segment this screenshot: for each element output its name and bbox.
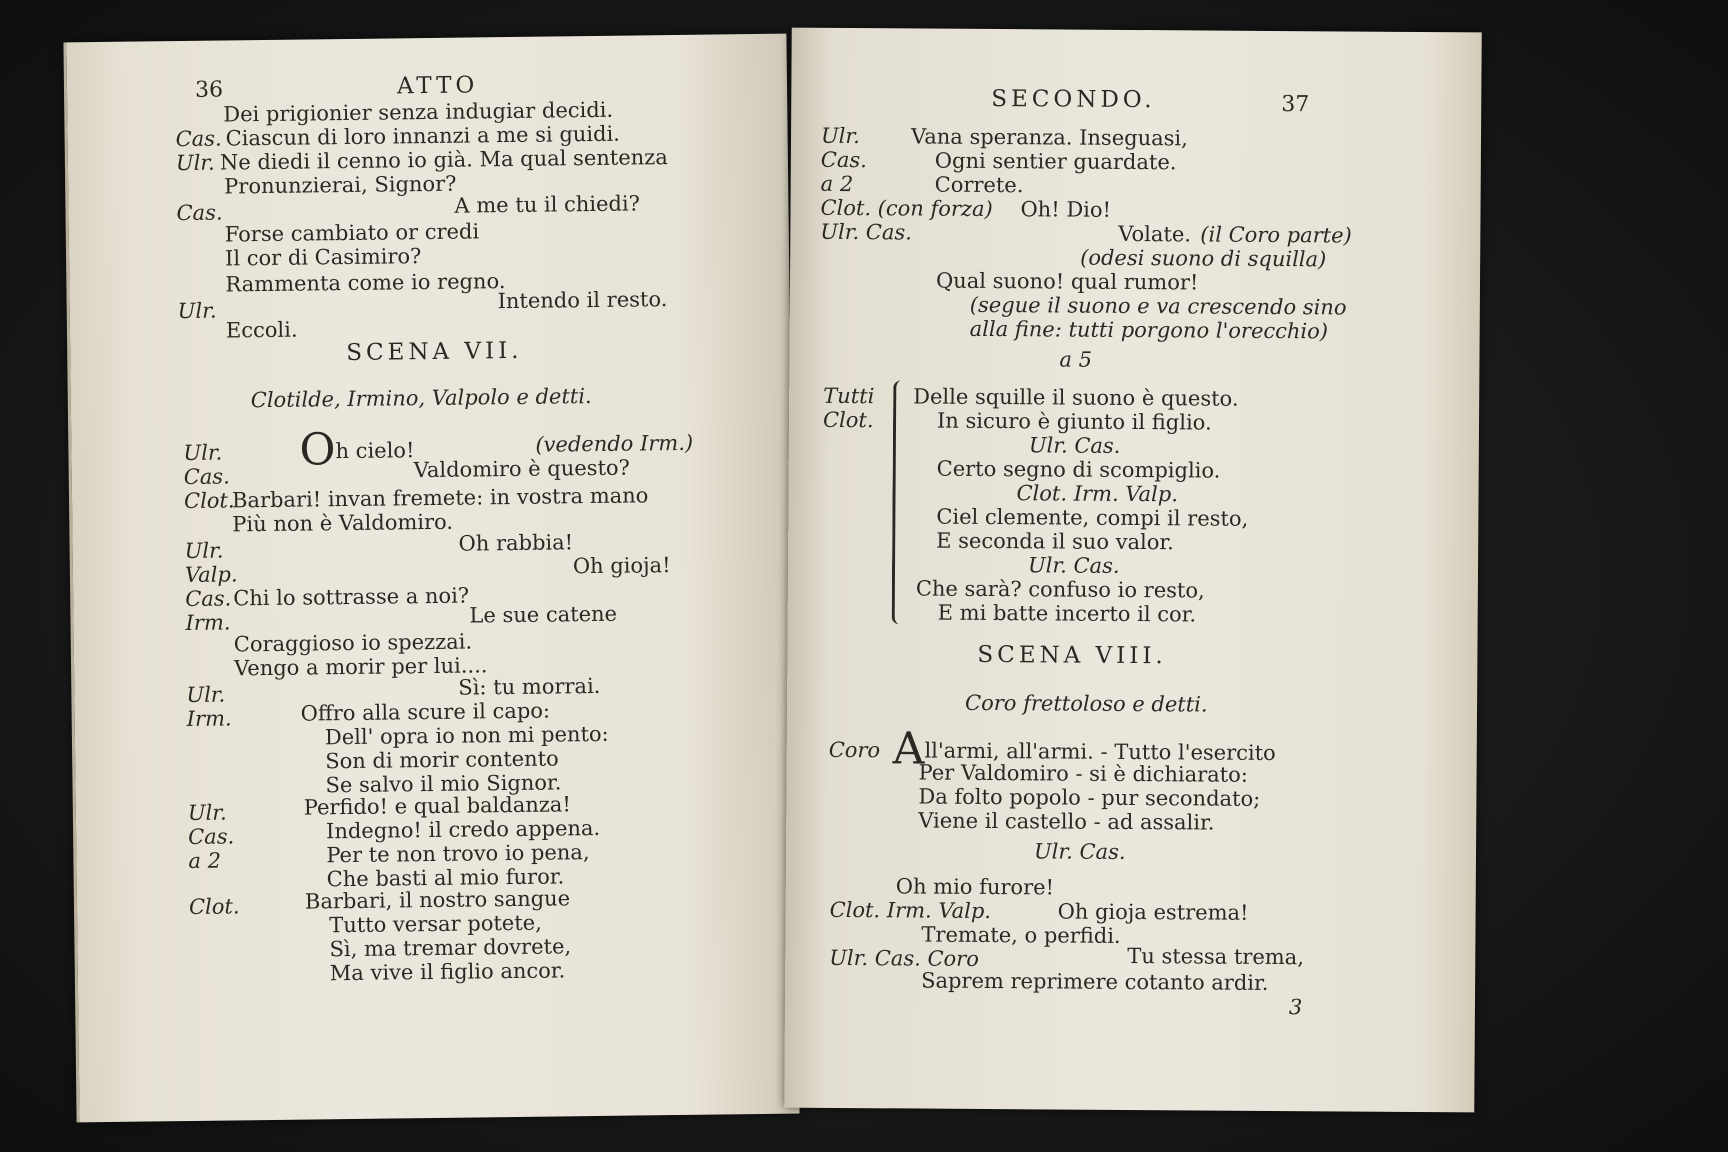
verse-line: Valdomiro è questo? xyxy=(413,455,630,483)
verse-line: E seconda il suo valor. xyxy=(936,528,1174,555)
speaker-or-direction: Ulr. Cas. xyxy=(820,219,912,245)
speaker-or-direction: Cas. xyxy=(185,586,232,612)
verse-line: Forse cambiato or credi xyxy=(224,219,480,247)
verse-line: Barbari, il nostro sangue xyxy=(304,886,571,914)
speaker-or-direction: a 5 xyxy=(1059,347,1093,372)
verse-line: Rammenta come io regno. xyxy=(225,269,506,297)
running-header: SECONDO. xyxy=(991,85,1156,114)
verse-line: Qual suono! qual rumor! xyxy=(935,268,1199,295)
verse-line: Oh gioja estrema! xyxy=(1057,899,1249,925)
verse-line: Per Valdomiro - si è dichiarato: xyxy=(918,760,1248,787)
speaker-or-direction: Tutti xyxy=(823,383,875,409)
verse-line: Pronunzierai, Signor? xyxy=(224,171,457,199)
speaker-or-direction: (vedendo Irm.) xyxy=(535,430,694,457)
speaker-or-direction: Coro frettoloso e detti. xyxy=(964,690,1208,717)
speaker-or-direction: Ulr. Cas. Coro xyxy=(829,945,979,971)
scene-heading: SCENA VII. xyxy=(346,337,523,367)
verse-line: Dell' opra io non mi pento: xyxy=(324,721,609,750)
drop-cap-rest: h cielo! xyxy=(335,438,415,464)
speaker-or-direction: Ulr. xyxy=(177,298,217,324)
verse-line: Più non è Valdomiro. xyxy=(232,509,454,537)
page-number: 36 xyxy=(194,77,224,103)
speaker-or-direction: Ulr. xyxy=(183,440,223,466)
verse-line: Coraggioso io spezzai. xyxy=(233,629,473,657)
verse-line: Son di morir contento xyxy=(325,746,559,774)
speaker-or-direction: Cas. xyxy=(187,824,235,849)
speaker-or-direction: Ulr. Cas. xyxy=(1027,553,1120,578)
verse-line: Sì: tu morrai. xyxy=(458,673,601,700)
verse-line: Vana speranza. Inseguasi, xyxy=(910,124,1188,151)
verse-line: Volate. xyxy=(1118,221,1192,247)
speaker-or-direction: Valp. xyxy=(184,562,238,588)
right-page xyxy=(784,28,1482,1113)
speaker-or-direction: Clotilde, Irmino, Valpolo e detti. xyxy=(250,384,592,413)
speaker-or-direction: Clot. xyxy=(822,407,874,433)
speaker-or-direction: Clot. xyxy=(183,488,235,514)
verse-line: Correte. xyxy=(934,172,1024,198)
speaker-or-direction: Ulr. xyxy=(175,150,215,176)
verse-line: Saprem reprimere cotanto ardir. xyxy=(921,968,1269,995)
drop-cap-rest: ll'armi, all'armi. - Tutto l'esercito xyxy=(924,738,1276,766)
verse-line: Da folto popolo - pur secondato; xyxy=(918,784,1261,811)
verse-line: Se salvo il mio Signor. xyxy=(325,770,562,798)
speaker-or-direction: alla fine: tutti porgono l'orecchio) xyxy=(969,316,1329,344)
verse-line: Viene il castello - ad assalir. xyxy=(918,808,1215,835)
verse-line: Il cor di Casimiro? xyxy=(224,244,422,271)
speaker-or-direction: Clot. (con forza) xyxy=(820,195,993,222)
speaker-or-direction: Cas. xyxy=(175,126,222,152)
verse-line xyxy=(299,424,415,476)
verse-line: Oh rabbia! xyxy=(458,530,574,556)
drop-cap: A xyxy=(892,723,925,775)
open-book xyxy=(70,22,1478,1132)
verse-line: Che basti al mio furor. xyxy=(326,864,565,892)
speaker-or-direction: a 2 xyxy=(188,848,222,873)
speaker-or-direction: (il Coro parte) xyxy=(1200,222,1352,248)
verse-line: Ma vive il figlio ancor. xyxy=(329,958,566,986)
verse-line: Indegno! il credo appena. xyxy=(325,815,601,844)
verse-line: Tutto versar potete, xyxy=(329,910,542,938)
verse-line: Certo segno di scompiglio. xyxy=(936,456,1221,483)
verse-line: Oh mio furore! xyxy=(895,874,1055,900)
speaker-or-direction: Ulr. xyxy=(186,682,226,708)
verse-line: Tremate, o perfidi. xyxy=(921,922,1121,948)
verse-line: A me tu il chiedi? xyxy=(454,191,641,218)
speaker-or-direction: Irm. xyxy=(186,706,232,732)
speaker-or-direction: Cas. xyxy=(183,464,230,490)
page-number: 37 xyxy=(1281,92,1310,118)
verse-line: In sicuro è giunto il figlio. xyxy=(936,408,1212,435)
speaker-or-direction: Ulr. Cas. xyxy=(1028,433,1121,458)
verse-line: Ciel clemente, compi il resto, xyxy=(936,504,1249,531)
verse-line: Che sarà? confuso io resto, xyxy=(915,576,1205,603)
speaker-or-direction: Cas. xyxy=(176,200,223,226)
speaker-or-direction: (odesi suono di squilla) xyxy=(1080,245,1327,272)
left-page xyxy=(63,34,799,1123)
verse-line: Per te non trovo io pena, xyxy=(326,840,590,868)
verse-line: E mi batte incerto il cor. xyxy=(937,600,1197,627)
speaker-or-direction: a 2 xyxy=(820,171,854,197)
signature-mark: 3 xyxy=(1288,995,1303,1020)
verse-line: Chi lo sottrasse a noi? xyxy=(233,583,470,611)
speaker-or-direction: Coro xyxy=(828,737,881,763)
verse-line: Vengo a morir per lui.... xyxy=(233,653,488,681)
verse-line: Le sue catene xyxy=(469,601,618,628)
speaker-or-direction: (segue il suono e va crescendo sino xyxy=(969,292,1347,320)
ensemble-brace xyxy=(892,380,907,624)
speaker-or-direction: Clot. xyxy=(188,894,240,919)
speaker-or-direction: Clot. Irm. Valp. xyxy=(1016,481,1179,507)
verse-line: Oh gioja! xyxy=(572,553,671,579)
speaker-or-direction: Ulr. xyxy=(820,123,860,149)
verse-line: Delle squille il suono è questo. xyxy=(913,384,1239,411)
verse-line: Ciascun di loro innanzi a me si guidi. xyxy=(225,121,621,151)
running-header: ATTO xyxy=(396,72,479,100)
verse-line: Eccoli. xyxy=(225,317,298,343)
verse-line: Perfido! e qual baldanza! xyxy=(303,792,571,820)
verse-line: Offro alla scure il capo: xyxy=(300,698,551,726)
verse-line: Sì, ma tremar dovrete, xyxy=(329,934,572,962)
speaker-or-direction: Ulr. xyxy=(184,538,224,564)
speaker-or-direction: Ulr. xyxy=(187,800,227,825)
verse-line: Barbari! invan fremete: in vostra mano xyxy=(231,483,649,513)
verse-line: Oh! Dio! xyxy=(1020,197,1112,222)
verse-line: Intendo il resto. xyxy=(497,287,668,314)
speaker-or-direction: Cas. xyxy=(820,147,867,173)
speaker-or-direction: Clot. Irm. Valp. xyxy=(829,897,992,924)
speaker-or-direction: Ulr. Cas. xyxy=(1033,839,1126,864)
verse-line: Ne diedi il cenno io già. Ma qual sentenza xyxy=(219,145,668,175)
speaker-or-direction: Irm. xyxy=(185,610,231,636)
scene-heading: SCENA VIII. xyxy=(977,641,1167,670)
drop-cap: O xyxy=(299,424,336,476)
verse-line: Ogni sentier guardate. xyxy=(934,148,1177,175)
verse-line: Dei prigionier senza indugiar decidi. xyxy=(223,97,614,127)
verse-line: Tu stessa trema, xyxy=(1127,943,1305,970)
